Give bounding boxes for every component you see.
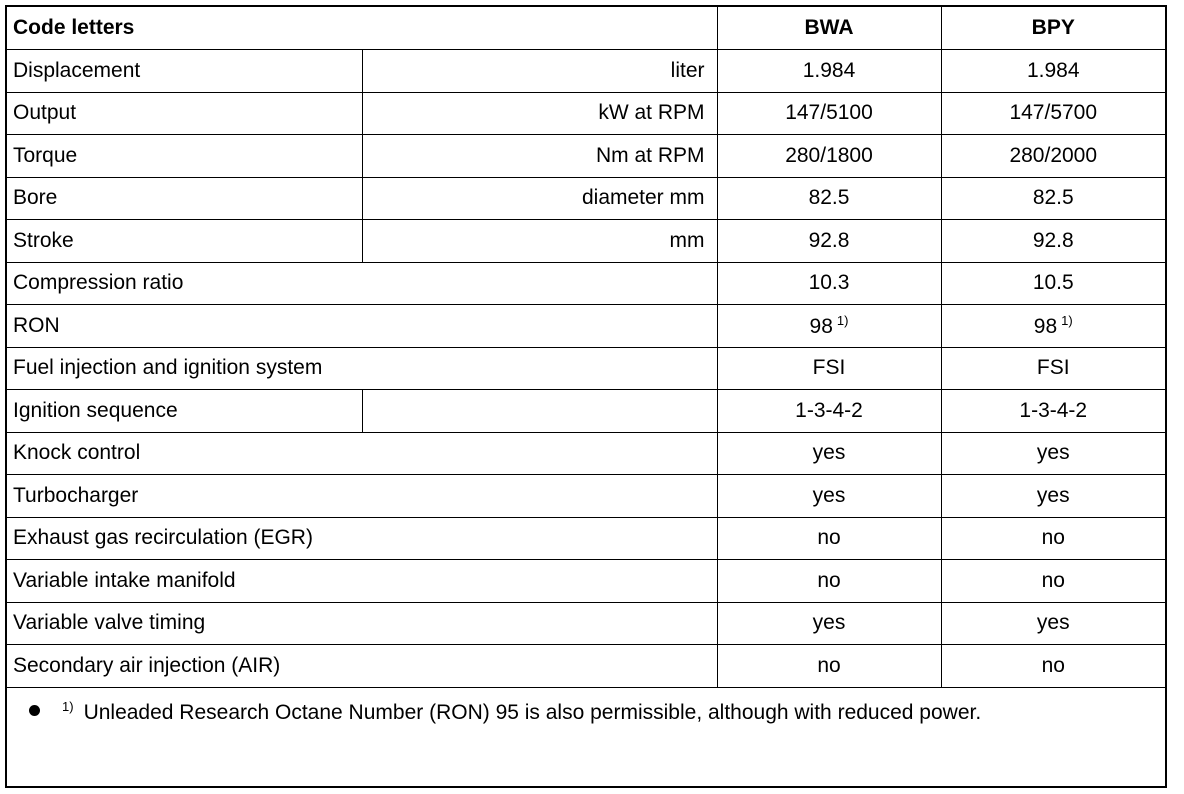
value-bwa: 10.3 bbox=[717, 262, 941, 305]
value-bpy: yes bbox=[941, 432, 1165, 475]
value-bwa: 147/5100 bbox=[717, 92, 941, 135]
value-bpy: 147/5700 bbox=[941, 92, 1165, 135]
value-bpy: 1.984 bbox=[941, 50, 1165, 93]
table-header-row bbox=[7, 7, 1165, 50]
value-bpy: 92.8 bbox=[941, 220, 1165, 263]
value-bwa: yes bbox=[717, 475, 941, 518]
row-label: Stroke bbox=[7, 220, 362, 263]
value-bpy: 10.5 bbox=[941, 262, 1165, 305]
row-label: Fuel injection and ignition system bbox=[7, 347, 717, 390]
table-row bbox=[7, 305, 1165, 348]
value-bwa: no bbox=[717, 560, 941, 603]
row-unit: liter bbox=[362, 50, 717, 93]
row-label: Ignition sequence bbox=[7, 390, 362, 433]
table-row bbox=[7, 517, 1165, 560]
table-row bbox=[7, 645, 1165, 688]
header-code-letters: Code letters bbox=[7, 7, 717, 50]
row-unit: mm bbox=[362, 220, 717, 263]
value-bwa: 1-3-4-2 bbox=[717, 390, 941, 433]
footnote-line bbox=[29, 699, 981, 725]
table-row bbox=[7, 602, 1165, 645]
row-unit bbox=[362, 390, 717, 433]
value-bwa: no bbox=[717, 517, 941, 560]
value-bwa: 1.984 bbox=[717, 50, 941, 93]
row-label: Exhaust gas recirculation (EGR) bbox=[7, 517, 717, 560]
footnote-text: Unleaded Research Octane Number (RON) 95 is also permissible, although with reduced power. bbox=[83, 701, 982, 724]
value-bwa bbox=[717, 305, 941, 348]
value-bwa: 92.8 bbox=[717, 220, 941, 263]
footnote bbox=[7, 687, 1165, 785]
value-bpy: no bbox=[941, 645, 1165, 688]
table-row bbox=[7, 432, 1165, 475]
value-text: 98 bbox=[1033, 314, 1058, 338]
value-bpy: yes bbox=[941, 475, 1165, 518]
row-label: Displacement bbox=[7, 50, 362, 93]
table-row bbox=[7, 475, 1165, 518]
value-bwa: no bbox=[717, 645, 941, 688]
row-label: Bore bbox=[7, 177, 362, 220]
row-unit: Nm at RPM bbox=[362, 135, 717, 178]
value-bwa: 280/1800 bbox=[717, 135, 941, 178]
value-bpy: yes bbox=[941, 602, 1165, 645]
value-bpy: 280/2000 bbox=[941, 135, 1165, 178]
engine-spec-table bbox=[5, 5, 1167, 788]
footnote-ref: 1) bbox=[1061, 312, 1073, 328]
row-label: Torque bbox=[7, 135, 362, 178]
row-label: Output bbox=[7, 92, 362, 135]
footnote-ref: 1) bbox=[836, 312, 849, 328]
value-bpy: 82.5 bbox=[941, 177, 1165, 220]
header-engine-bpy: BPY bbox=[941, 7, 1165, 50]
row-label: RON bbox=[7, 305, 717, 348]
value-bwa: FSI bbox=[717, 347, 941, 390]
table-row bbox=[7, 262, 1165, 305]
value-bwa: yes bbox=[717, 432, 941, 475]
row-label: Variable intake manifold bbox=[7, 560, 717, 603]
header-engine-bwa: BWA bbox=[717, 7, 941, 50]
row-label: Variable valve timing bbox=[7, 602, 717, 645]
bullet-icon bbox=[29, 705, 40, 716]
value-bwa: yes bbox=[717, 602, 941, 645]
value-bpy: no bbox=[941, 517, 1165, 560]
footnote-marker: 1) bbox=[62, 699, 74, 714]
table-row bbox=[7, 347, 1165, 390]
table-row bbox=[7, 220, 1165, 263]
value-bwa: 82.5 bbox=[717, 177, 941, 220]
table-row bbox=[7, 92, 1165, 135]
row-label: Secondary air injection (AIR) bbox=[7, 645, 717, 688]
value-bpy bbox=[941, 305, 1165, 348]
row-label: Knock control bbox=[7, 432, 717, 475]
value-text: 98 bbox=[809, 314, 833, 338]
row-unit: diameter mm bbox=[362, 177, 717, 220]
table-row bbox=[7, 177, 1165, 220]
table-row bbox=[7, 135, 1165, 178]
table-row bbox=[7, 560, 1165, 603]
row-label: Compression ratio bbox=[7, 262, 717, 305]
value-bpy: no bbox=[941, 560, 1165, 603]
value-bpy: 1-3-4-2 bbox=[941, 390, 1165, 433]
table-row bbox=[7, 50, 1165, 93]
value-bpy: FSI bbox=[941, 347, 1165, 390]
row-label: Turbocharger bbox=[7, 475, 717, 518]
row-unit: kW at RPM bbox=[362, 92, 717, 135]
table-row bbox=[7, 390, 1165, 433]
